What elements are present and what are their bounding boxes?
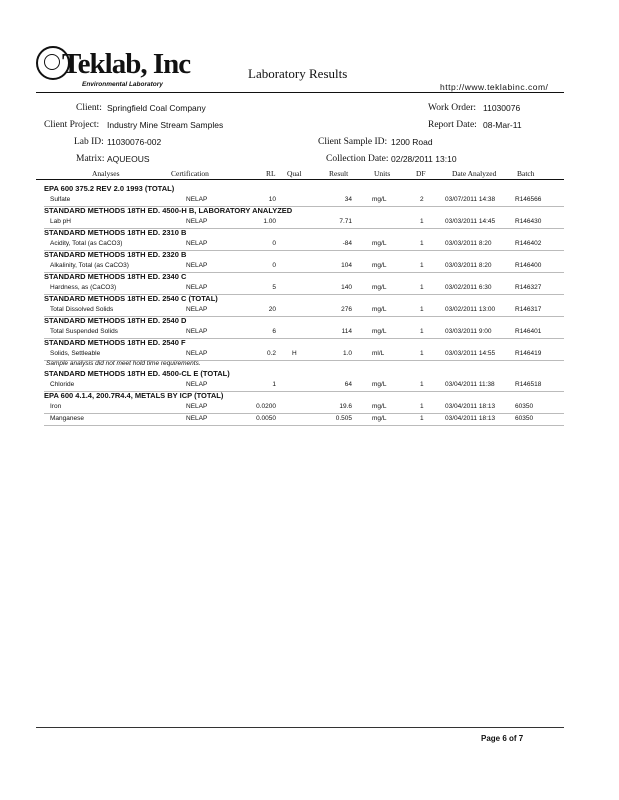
method-section-title: STANDARD METHODS 18TH ED. 2540 F (44, 338, 186, 347)
units-cell: mg/L (372, 415, 387, 422)
report-date-value: 08-Mar-11 (483, 120, 522, 130)
rl-cell: 0 (272, 240, 276, 247)
certification-cell: NELAP (186, 218, 208, 225)
footer-rule (36, 727, 564, 728)
method-section-title: STANDARD METHODS 18TH ED. 4500-H B, LABORATORY ANALYZED (44, 206, 293, 215)
certification-cell: NELAP (186, 284, 208, 291)
company-url: http://www.teklabinc.com/ (440, 82, 549, 92)
date-analyzed-cell: 03/03/2011 8:20 (445, 262, 492, 269)
analysis-cell: Total Suspended Solids (50, 328, 118, 335)
lab-id-label: Lab ID: (74, 137, 104, 147)
date-analyzed-cell: 03/02/2011 6:30 (445, 284, 492, 291)
lab-id-value: 11030076-002 (107, 137, 162, 147)
units-cell: mg/L (372, 196, 387, 203)
client-sample-id-label: Client Sample ID: (318, 137, 388, 147)
units-cell: ml/L (372, 350, 385, 357)
rl-cell: 1 (272, 381, 276, 388)
batch-cell: 60350 (515, 403, 534, 410)
analysis-cell: Alkalinity, Total (as CaCO3) (50, 262, 129, 269)
row-divider (44, 413, 564, 414)
units-cell: mg/L (372, 381, 387, 388)
qual-cell: H (292, 350, 297, 357)
date-analyzed-cell: 03/04/2011 18:13 (445, 415, 496, 422)
col-df: DF (416, 169, 426, 178)
company-subtitle: Environmental Laboratory (82, 81, 163, 88)
work-order-value: 11030076 (483, 103, 521, 113)
batch-cell: R146430 (515, 218, 542, 225)
work-order-label: Work Order: (428, 103, 477, 113)
collection-date-label: Collection Date: (326, 154, 389, 164)
units-cell: mg/L (372, 403, 387, 410)
batch-cell: R146419 (515, 350, 542, 357)
col-date-analyzed: Date Analyzed (452, 169, 497, 178)
certification-cell: NELAP (186, 381, 208, 388)
result-cell: 19.6 (339, 403, 352, 410)
analysis-cell: Chloride (50, 381, 75, 388)
analysis-cell: Lab pH (50, 218, 71, 225)
df-cell: 1 (420, 350, 424, 357)
client-value: Springfield Coal Company (107, 103, 206, 113)
date-analyzed-cell: 03/07/2011 14:38 (445, 196, 496, 203)
result-cell: 1.0 (342, 350, 352, 357)
method-section-title: EPA 600 4.1.4, 200.7R4.4, METALS BY ICP (TOTAL) (44, 391, 224, 400)
column-header-rule (36, 179, 564, 180)
page-title: Laboratory Results (248, 66, 348, 81)
report-date-label: Report Date: (428, 120, 477, 130)
client-project-value: Industry Mine Stream Samples (107, 120, 224, 130)
batch-cell: R146566 (515, 196, 542, 203)
rl-cell: 0.2 (266, 350, 276, 357)
matrix-value: AQUEOUS (107, 154, 150, 164)
batch-cell: 60350 (515, 415, 534, 422)
header-rule (36, 92, 564, 93)
analysis-cell: Solids, Settleable (50, 350, 101, 357)
df-cell: 1 (420, 403, 424, 410)
batch-cell: R146400 (515, 262, 542, 269)
date-analyzed-cell: 03/04/2011 11:38 (445, 381, 495, 388)
page-number: Page 6 of 7 (481, 734, 524, 743)
df-cell: 1 (420, 328, 424, 335)
company-logo: Teklab, Inc (62, 48, 191, 80)
rl-cell: 20 (268, 306, 276, 313)
certification-cell: NELAP (186, 306, 208, 313)
matrix-label: Matrix: (76, 154, 105, 164)
client-project-label: Client Project: (44, 120, 100, 130)
units-cell: mg/L (372, 306, 387, 313)
result-cell: 104 (341, 262, 352, 269)
client-sample-id-value: 1200 Road (391, 137, 433, 147)
result-cell: 0.505 (335, 415, 352, 422)
units-cell: mg/L (372, 262, 387, 269)
certification-cell: NELAP (186, 328, 208, 335)
certification-cell: NELAP (186, 240, 208, 247)
col-result: Result (329, 169, 349, 178)
section-note: Sample analysis did not meet hold time requirements. (46, 360, 201, 367)
units-cell: mg/L (372, 328, 387, 335)
df-cell: 1 (420, 262, 424, 269)
col-units: Units (374, 169, 391, 178)
method-section-title: STANDARD METHODS 18TH ED. 2310 B (44, 228, 187, 237)
method-section-title: STANDARD METHODS 18TH ED. 2540 D (44, 316, 187, 325)
date-analyzed-cell: 03/03/2011 14:45 (445, 218, 496, 225)
analysis-cell: Sulfate (50, 196, 71, 203)
units-cell: mg/L (372, 240, 387, 247)
df-cell: 1 (420, 306, 424, 313)
df-cell: 1 (420, 284, 424, 291)
result-cell: 64 (344, 381, 352, 388)
row-divider (44, 425, 564, 426)
date-analyzed-cell: 03/03/2011 9:00 (445, 328, 492, 335)
result-cell: 140 (341, 284, 352, 291)
method-section-title: STANDARD METHODS 18TH ED. 2320 B (44, 250, 187, 259)
batch-cell: R146327 (515, 284, 542, 291)
rl-cell: 10 (268, 196, 276, 203)
col-rl: RL (266, 169, 276, 178)
batch-cell: R146518 (515, 381, 542, 388)
rl-cell: 0.0050 (256, 415, 276, 422)
batch-cell: R146401 (515, 328, 542, 335)
batch-cell: R146317 (515, 306, 542, 313)
units-cell: mg/L (372, 284, 387, 291)
result-cell: 276 (341, 306, 352, 313)
col-certification: Certification (171, 169, 209, 178)
method-section-title: EPA 600 375.2 REV 2.0 1993 (TOTAL) (44, 184, 175, 193)
col-qual: Qual (287, 169, 302, 178)
certification-cell: NELAP (186, 415, 208, 422)
rl-cell: 5 (272, 284, 276, 291)
date-analyzed-cell: 03/03/2011 14:55 (445, 350, 496, 357)
rl-cell: 0 (272, 262, 276, 269)
analysis-cell: Manganese (50, 415, 84, 422)
analysis-cell: Hardness, as (CaCO3) (50, 284, 117, 291)
analysis-cell: Acidity, Total (as CaCO3) (50, 240, 123, 247)
date-analyzed-cell: 03/02/2011 13:00 (445, 306, 496, 313)
rl-cell: 0.0200 (256, 403, 276, 410)
analysis-cell: Total Dissolved Solids (50, 306, 114, 313)
date-analyzed-cell: 03/03/2011 8:20 (445, 240, 492, 247)
method-section-title: STANDARD METHODS 18TH ED. 2340 C (44, 272, 187, 281)
df-cell: 1 (420, 381, 424, 388)
certification-cell: NELAP (186, 262, 208, 269)
df-cell: 2 (420, 196, 424, 203)
date-analyzed-cell: 03/04/2011 18:13 (445, 403, 496, 410)
collection-date-value: 02/28/2011 13:10 (391, 154, 457, 164)
method-section-title: STANDARD METHODS 18TH ED. 4500-CL E (TOTAL) (44, 369, 230, 378)
col-analyses: Analyses (92, 169, 120, 178)
df-cell: 1 (420, 415, 424, 422)
rl-cell: 6 (272, 328, 276, 335)
method-section-title: STANDARD METHODS 18TH ED. 2540 C (TOTAL) (44, 294, 218, 303)
df-cell: 1 (420, 218, 424, 225)
col-batch: Batch (517, 169, 535, 178)
analysis-cell: Iron (50, 403, 62, 410)
client-label: Client: (76, 103, 102, 113)
certification-cell: NELAP (186, 403, 208, 410)
result-cell: 7.71 (339, 218, 352, 225)
certification-cell: NELAP (186, 350, 208, 357)
result-cell: -84 (342, 240, 352, 247)
result-cell: 34 (344, 196, 352, 203)
rl-cell: 1.00 (263, 218, 276, 225)
certification-cell: NELAP (186, 196, 208, 203)
df-cell: 1 (420, 240, 424, 247)
batch-cell: R146402 (515, 240, 542, 247)
result-cell: 114 (341, 328, 352, 335)
